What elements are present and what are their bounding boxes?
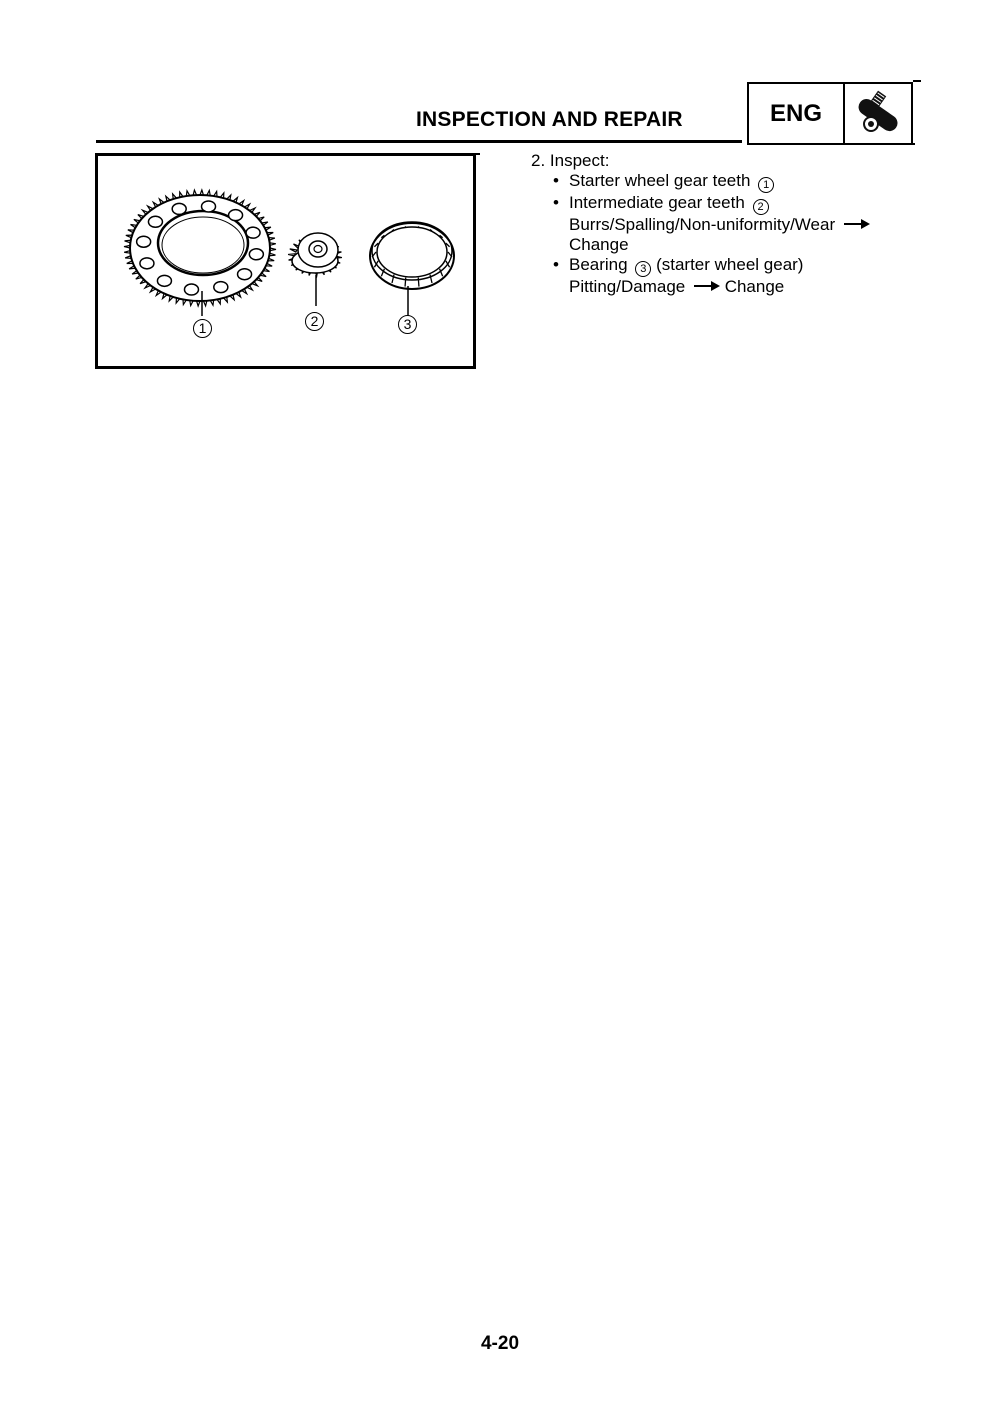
parts-illustration [95, 153, 476, 369]
callout-3: 3 [398, 315, 417, 334]
chapter-tab-rule [747, 143, 915, 145]
inspection-item-3-criteria [531, 277, 951, 297]
part-ref: 3 [635, 261, 651, 277]
arrow-right-icon [844, 218, 870, 230]
bullet: • [553, 193, 559, 212]
part-ref: 2 [753, 199, 769, 215]
inspection-steps [531, 151, 951, 297]
item-label: Starter wheel gear teeth [569, 171, 751, 190]
callout-2: 2 [305, 312, 324, 331]
header-rule [96, 140, 742, 143]
item-label: Bearing [569, 255, 628, 274]
item-label: Intermediate gear teeth [569, 193, 745, 212]
criteria-text: Burrs/Spalling/Non-uniformity/Wear [569, 215, 836, 234]
chapter-tab-label: ENG [769, 100, 822, 127]
bullet: • [553, 255, 559, 274]
action-text: Change [724, 277, 785, 296]
item-label-suffix: (starter wheel gear) [656, 255, 804, 274]
inspection-item-2-action: Change [569, 235, 629, 254]
inspection-item-1 [531, 171, 951, 193]
part-ref: 1 [758, 177, 774, 193]
bearing-drawing [370, 222, 454, 316]
inspection-item-2-criteria [531, 215, 951, 235]
engine-bolt-icon [849, 88, 911, 140]
inspection-item-2 [531, 193, 951, 215]
starter-wheel-gear-drawing [124, 190, 276, 316]
intermediate-gear-drawing [288, 233, 342, 306]
page-title: INSPECTION AND REPAIR [416, 108, 683, 131]
arrow-right-icon [694, 280, 720, 292]
page-number: 4-20 [480, 1333, 520, 1354]
tab-corner-mark [913, 80, 921, 82]
inspection-item-3 [531, 255, 951, 277]
chapter-tab-divider [843, 84, 845, 145]
criteria-text: Pitting/Damage [569, 277, 686, 296]
callout-1: 1 [193, 319, 212, 338]
bullet: • [553, 171, 559, 190]
figure-corner-mark [476, 153, 480, 155]
step-heading: 2. Inspect: [531, 151, 610, 170]
chapter-tab [747, 82, 913, 143]
